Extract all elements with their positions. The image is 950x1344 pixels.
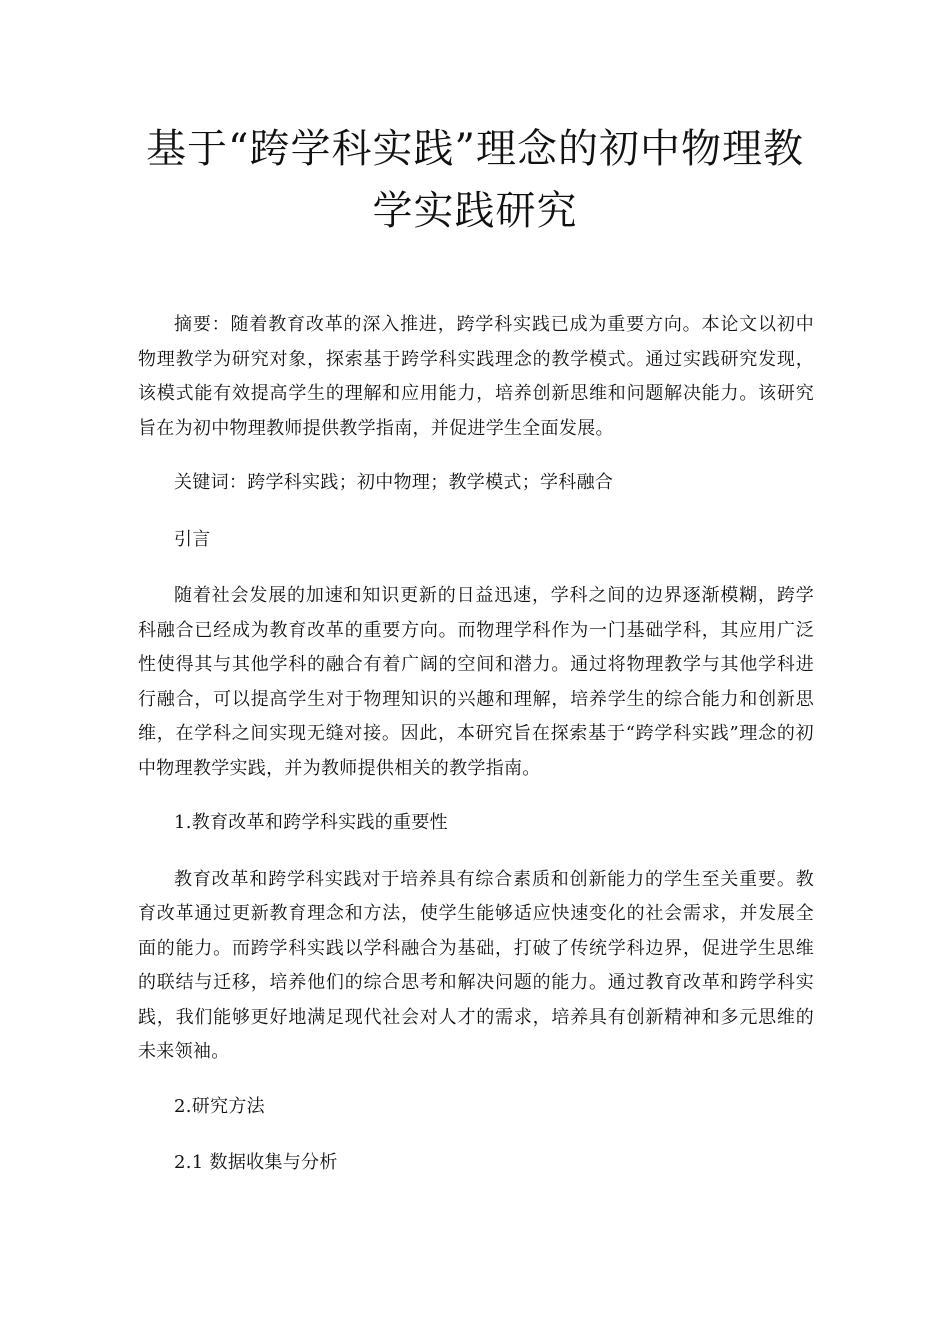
section-2-heading: 2.研究方法 [174, 1095, 265, 1117]
paper-title [110, 118, 840, 242]
paper-title-line-1: 基于“跨学科实践”理念的初中物理教 [146, 126, 804, 172]
intro-paragraph: 随着社会发展的加速和知识更新的日益迅速，学科之间的边界逐渐模糊，跨学科融合已经成为教育改革的重要方向。而物理学科作为一门基础学科，其应用广泛性使得其与其他学科的融合有着广阔的空间和潜力。通过将物理教学与其他学科进行融合，可以提高学生对于物理知识的兴趣和理解，培养学生的综合能力和创新思维，在学科之间实现无缝对接。因此，本研究旨在探索基于“跨学科实践”理念的初中物理教学实践，并为教师提供相关的教学指南。 [138, 585, 814, 779]
intro-heading: 引言 [174, 528, 211, 550]
keywords-line: 关键词：跨学科实践；初中物理；教学模式；学科融合 [174, 472, 614, 493]
abstract-paragraph: 摘要：随着教育改革的深入推进，跨学科实践已成为重要方向。本论文以初中物理教学为研究对象，探索基于跨学科实践理念的教学模式。通过实践研究发现，该模式能有效提高学生的理解和应用能力，培养创新思维和问题解决能力。该研究旨在为初中物理教师提供教学指南，并促进学生全面发展。 [138, 314, 814, 439]
paper-title-line-2: 学实践研究 [372, 188, 578, 234]
section-1-paragraph: 教育改革和跨学科实践对于培养具有综合素质和创新能力的学生至关重要。教育改革通过更新教育理念和方法，使学生能够适应快速变化的社会需求，并发展全面的能力。而跨学科实践以学科融合为基础，打破了传统学科边界，促进学生思维的联结与迁移，培养他们的综合思考和解决问题的能力。通过教育改革和跨学科实践，我们能够更好地满足现代社会对人才的需求，培养具有创新精神和多元思维的未来领袖。 [138, 868, 814, 1062]
section-1-heading: 1.教育改革和跨学科实践的重要性 [174, 812, 448, 833]
paper-body [138, 308, 814, 1203]
section-2-1-heading: 2.1 数据收集与分析 [174, 1152, 338, 1173]
